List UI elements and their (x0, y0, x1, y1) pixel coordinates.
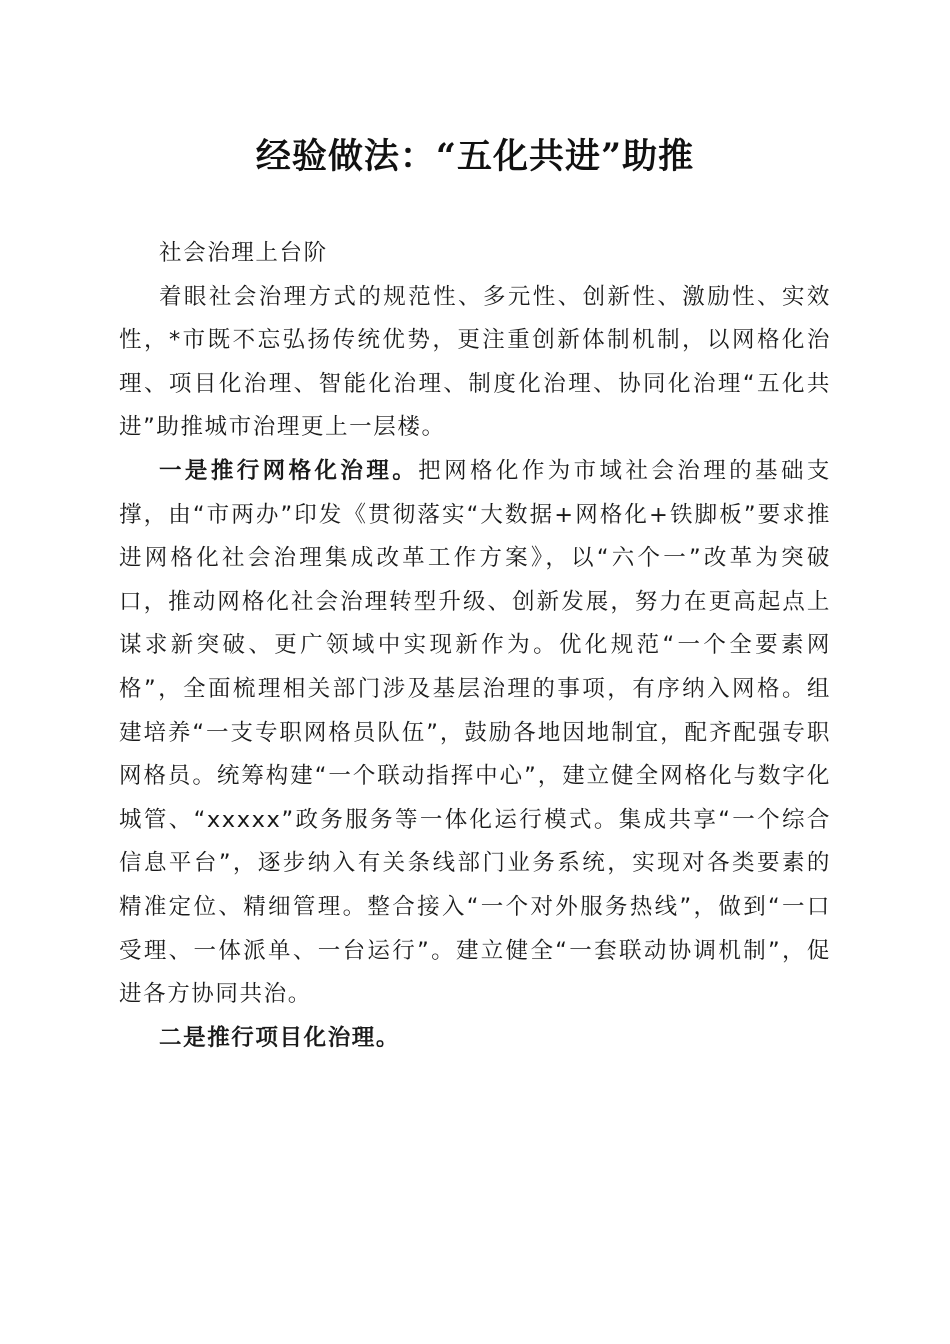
section-1-text: 把网格化作为市域社会治理的基础支撑，由“市两办”印发《贯彻落实“大数据+网格化+铁脚板”要求推进网格化社会治理集成改革工作方案》，以“六个一”改革为突破口，推动网格化社会治理转型升级、创新发展，努力在更高起点上谋求新突破、更广领域中实现新作为。优化规范“一个全要素网格”，全面梳理相关部门涉及基层治理的事项，有序纳入网格。组建培养“一支专职网格员队伍”，鼓励各地因地制宜，配齐配强专职网格员。统筹构建“一个联动指挥中心”，建立健全网格化与数字化城管、“xxxxx”政务服务等一体化运行模式。集成共享“一个综合信息平台”，逐步纳入有关条线部门业务系统，实现对各类要素的精准定位、精细管理。整合接入“一个对外服务热线”，做到“一口受理、一体派单、一台运行”。建立健全“一套联动协调机制”，促进各方协同共治。 (119, 457, 831, 1008)
section-1-paragraph (119, 450, 831, 1017)
document-subtitle: 社会治理上台阶 (159, 240, 328, 266)
section-2-heading: 二是推行项目化治理。 (159, 1024, 401, 1051)
section-1-heading: 一是推行网格化治理。 (159, 457, 419, 484)
section-2-paragraph (119, 1017, 831, 1061)
document-body (119, 232, 831, 1060)
intro-paragraph: 着眼社会治理方式的规范性、多元性、创新性、激励性、实效性，*市既不忘弘扬传统优势，更注重创新体制机制，以网格化治理、项目化治理、智能化治理、制度化治理、协同化治理“五化共进”助推城市治理更上一层楼。 (119, 283, 831, 441)
document-title: 经验做法：“五化共进”助推 (255, 136, 695, 177)
